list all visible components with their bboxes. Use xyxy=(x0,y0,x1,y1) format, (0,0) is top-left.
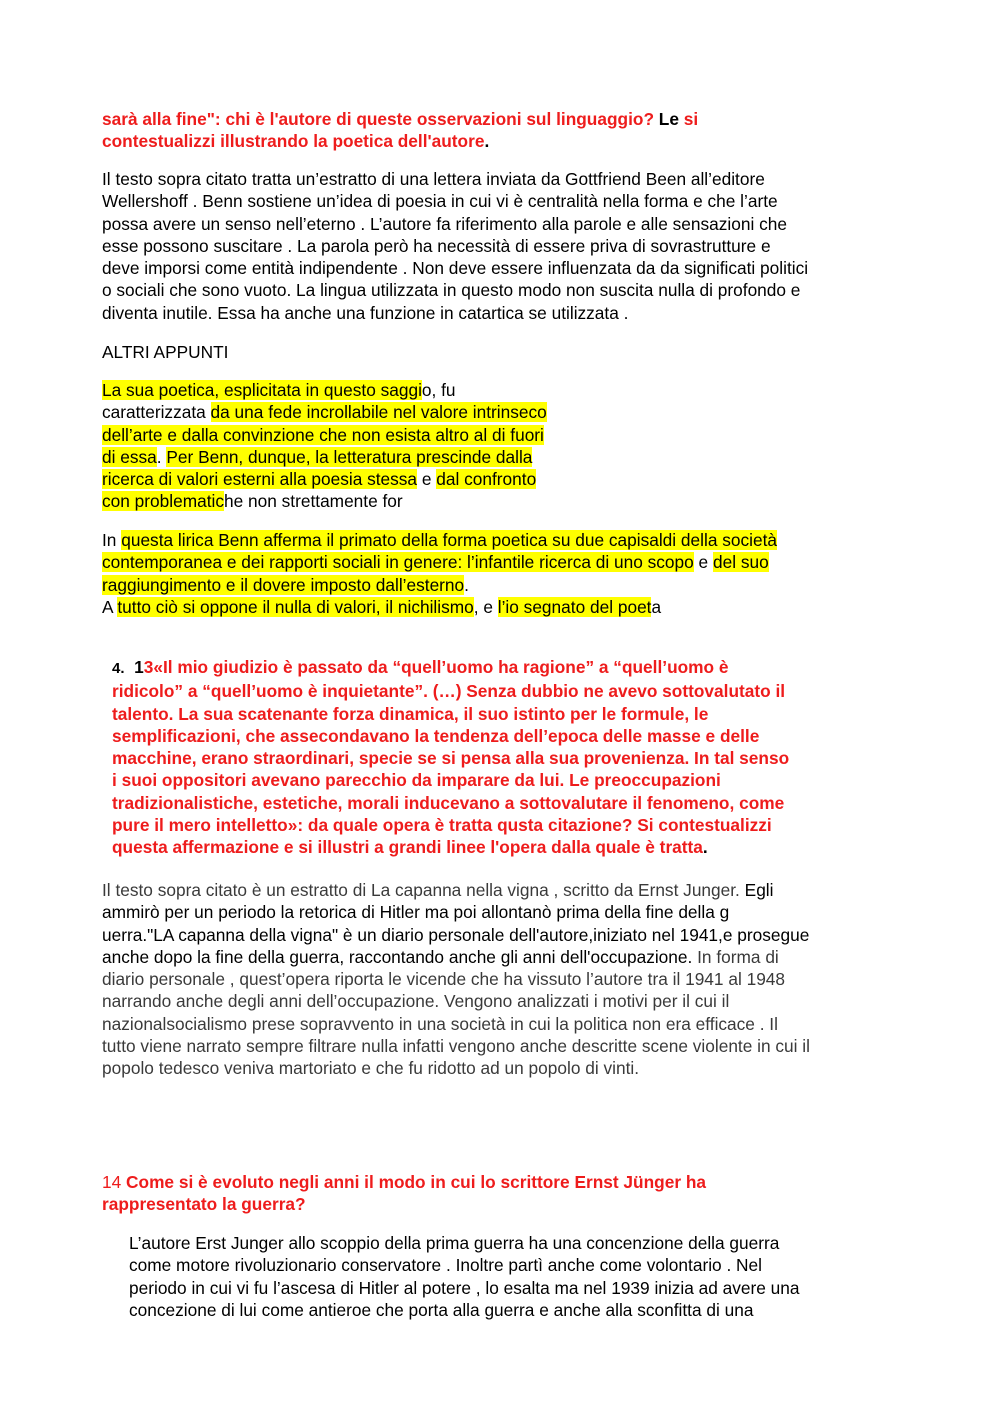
answer-14-line: periodo in cui vi fu l’ascesa di Hitler al potere , lo esalta ma nel 1939 inizia ad avere una xyxy=(129,1277,800,1298)
question-top-line2: contestualizzi illustrando la poetica dell'autore xyxy=(102,131,485,152)
plain-text: a xyxy=(651,596,662,617)
answer-junger-text: anche dopo la fine della guerra, raccontando anche gli anni dell'occupazione. xyxy=(102,946,698,967)
highlight: da una fede incrollabile nel valore intrinseco xyxy=(210,402,547,423)
highlight: dell’arte e dalla convinzione che non esista altro al di fuori xyxy=(102,424,544,445)
question-4-prefix: 1 xyxy=(134,657,144,677)
plain-text: . xyxy=(156,446,167,467)
highlight: dal confronto xyxy=(436,469,537,490)
answer-junger-text: ammirò per un periodo la retorica di Hitler ma poi allontanò prima della fine della g xyxy=(102,902,730,923)
highlight: contemporanea e dei rapporti sociali in genere: l’infantile ricerca di uno scopo xyxy=(102,552,694,573)
answer-benn-line: diventa inutile. Essa ha anche una funzione in catartica se utilizzata . xyxy=(102,302,629,323)
question-top-le: Le xyxy=(654,109,679,129)
plain-text: he non strettamente for xyxy=(224,491,403,512)
answer-junger-text: diario personale , quest’opera riporta le vicende che ha vissuto l’autore tra il 1941 al 1948 xyxy=(102,969,786,990)
question-4-line: i suoi oppositori avevano parecchio da imparare da lui. Le preoccupazioni xyxy=(112,770,721,791)
highlight: Per Benn, dunque, la letteratura prescinde dalla xyxy=(166,446,533,467)
answer-junger-text: tutto viene narrato sempre filtrare nulla infatti vengono anche descritte scene violente in cui il xyxy=(102,1036,810,1057)
question-14-number: 14 xyxy=(102,1172,127,1192)
poetica-notes xyxy=(102,379,902,513)
plain-text: o, fu xyxy=(421,380,456,400)
highlight: La sua poetica, esplicitata in questo saggi xyxy=(102,380,422,400)
plain-text: , e xyxy=(473,596,498,617)
answer-junger-text: narrando anche degli anni dell’occupazione. Vengono analizzati i motivi per il cui il xyxy=(102,991,730,1012)
highlight: tutto ciò si oppone il nulla di valori, il nichilismo xyxy=(117,596,474,617)
answer-benn-line: o sociali che sono vuoto. La lingua utilizzata in questo modo non suscita nulla di profondo e xyxy=(102,280,801,301)
question-4-line: talento. La sua scatenante forza dinamica, il suo istinto per le formule, le xyxy=(112,703,709,724)
question-14 xyxy=(102,1171,902,1216)
plain-text: In xyxy=(102,530,122,550)
question-4 xyxy=(112,656,902,859)
plain-text: e xyxy=(417,469,437,490)
question-4-line: tradizionalistiche, estetiche, morali inducevano a sottovalutare il fenomeno, come xyxy=(112,792,785,813)
answer-benn-line: possa avere un senso nell’eterno . L’autore fa riferimento alla parole e alle sensazioni che xyxy=(102,213,787,234)
answer-14-line: concezione di lui come antieroe che porta alla guerra e anche alla sconfitta di una xyxy=(129,1299,754,1320)
plain-text: . xyxy=(464,574,469,595)
answer-junger xyxy=(102,879,902,1080)
plain-text: caratterizzata xyxy=(102,402,211,423)
answer-junger-text: uerra."LA capanna della vigna" è un diario personale dell'autore,iniziato nel 1941,e prosegue xyxy=(102,924,810,945)
highlight: questa lirica Benn afferma il primato della forma poetica su due capisaldi della società xyxy=(121,530,777,550)
answer-junger-text: nazionalsocialismo prese sopravvento in una società in cui la politica non era efficace . Il xyxy=(102,1013,778,1034)
question-4-line: 3«Il mio giudizio è passato da “quell’uomo ha ragione” a “quell’uomo è xyxy=(143,657,729,677)
answer-benn-line: Il testo sopra citato tratta un’estratto di una lettera inviata da Gottfriend Been all’editore xyxy=(102,169,765,189)
question-4-dot: . xyxy=(702,837,708,858)
question-4-number: 4. xyxy=(112,660,125,677)
plain-text: A xyxy=(102,596,118,617)
highlight: del suo xyxy=(712,552,769,573)
lirica-notes xyxy=(102,529,902,618)
question-top-dot: . xyxy=(484,131,490,152)
answer-junger-text: Il testo sopra citato è un estratto di La capanna nella vigna , scritto da Ernst Junger. xyxy=(102,880,745,900)
answer-benn xyxy=(102,168,902,324)
altri-appunti-heading: ALTRI APPUNTI xyxy=(102,342,229,362)
answer-junger-text: popolo tedesco veniva martoriato e che fu ridotto ad un popolo di vinti. xyxy=(102,1058,640,1079)
answer-14-line: L’autore Erst Junger allo scoppio della prima guerra ha una concenzione della guerra xyxy=(129,1233,780,1253)
answer-benn-line: esse possono suscitare . La parola però ha necessità di essere priva di sovrastrutture e xyxy=(102,235,771,256)
highlight: raggiungimento e il dovere imposto dall’esterno xyxy=(102,574,465,595)
answer-junger-text: In forma di xyxy=(697,946,779,967)
answer-benn-line: deve imporsi come entità indipendente . Non deve essere influenzata da da significati politici xyxy=(102,258,809,279)
question-top xyxy=(102,108,902,153)
highlight: l’io segnato del poet xyxy=(497,596,652,617)
answer-junger-text: Egli xyxy=(744,880,774,900)
highlight: di essa xyxy=(102,446,157,467)
question-4-line: semplificazioni, che assecondavano la tendenza dell’epoca delle masse e delle xyxy=(112,725,760,746)
answer-benn-line: Wellershoff . Benn sostiene un’idea di poesia in cui vi è centralità nella forma e che l’arte xyxy=(102,191,778,212)
question-14-line: rappresentato la guerra? xyxy=(102,1194,306,1215)
question-4-line: macchine, erano straordinari, specie se si pensa alla sua provenienza. In tal senso xyxy=(112,748,790,769)
plain-text: e xyxy=(693,552,713,573)
question-4-line: pure il mero intelletto»: da quale opera è tratta qusta citazione? Si contestualizzi xyxy=(112,815,772,836)
answer-14 xyxy=(129,1232,904,1321)
question-top-line1: sarà alla fine": chi è l'autore di queste osservazioni sul linguaggio? xyxy=(102,109,654,129)
question-top-si: si xyxy=(678,109,699,129)
question-14-line: Come si è evoluto negli anni il modo in cui lo scrittore Ernst Jünger ha xyxy=(126,1172,707,1192)
highlight: con problematic xyxy=(102,491,224,512)
question-4-line: questa affermazione e si illustri a grandi linee l'opera dalla quale è tratta xyxy=(112,837,703,858)
highlight: ricerca di valori esterni alla poesia stessa xyxy=(102,469,418,490)
question-4-line: ridicolo” a “quell’uomo è inquietante”. (…) Senza dubbio ne avevo sottovalutato il xyxy=(112,681,786,702)
answer-14-line: come motore rivoluzionario conservatore . Inoltre partì anche come volontario . Nel xyxy=(129,1255,762,1276)
